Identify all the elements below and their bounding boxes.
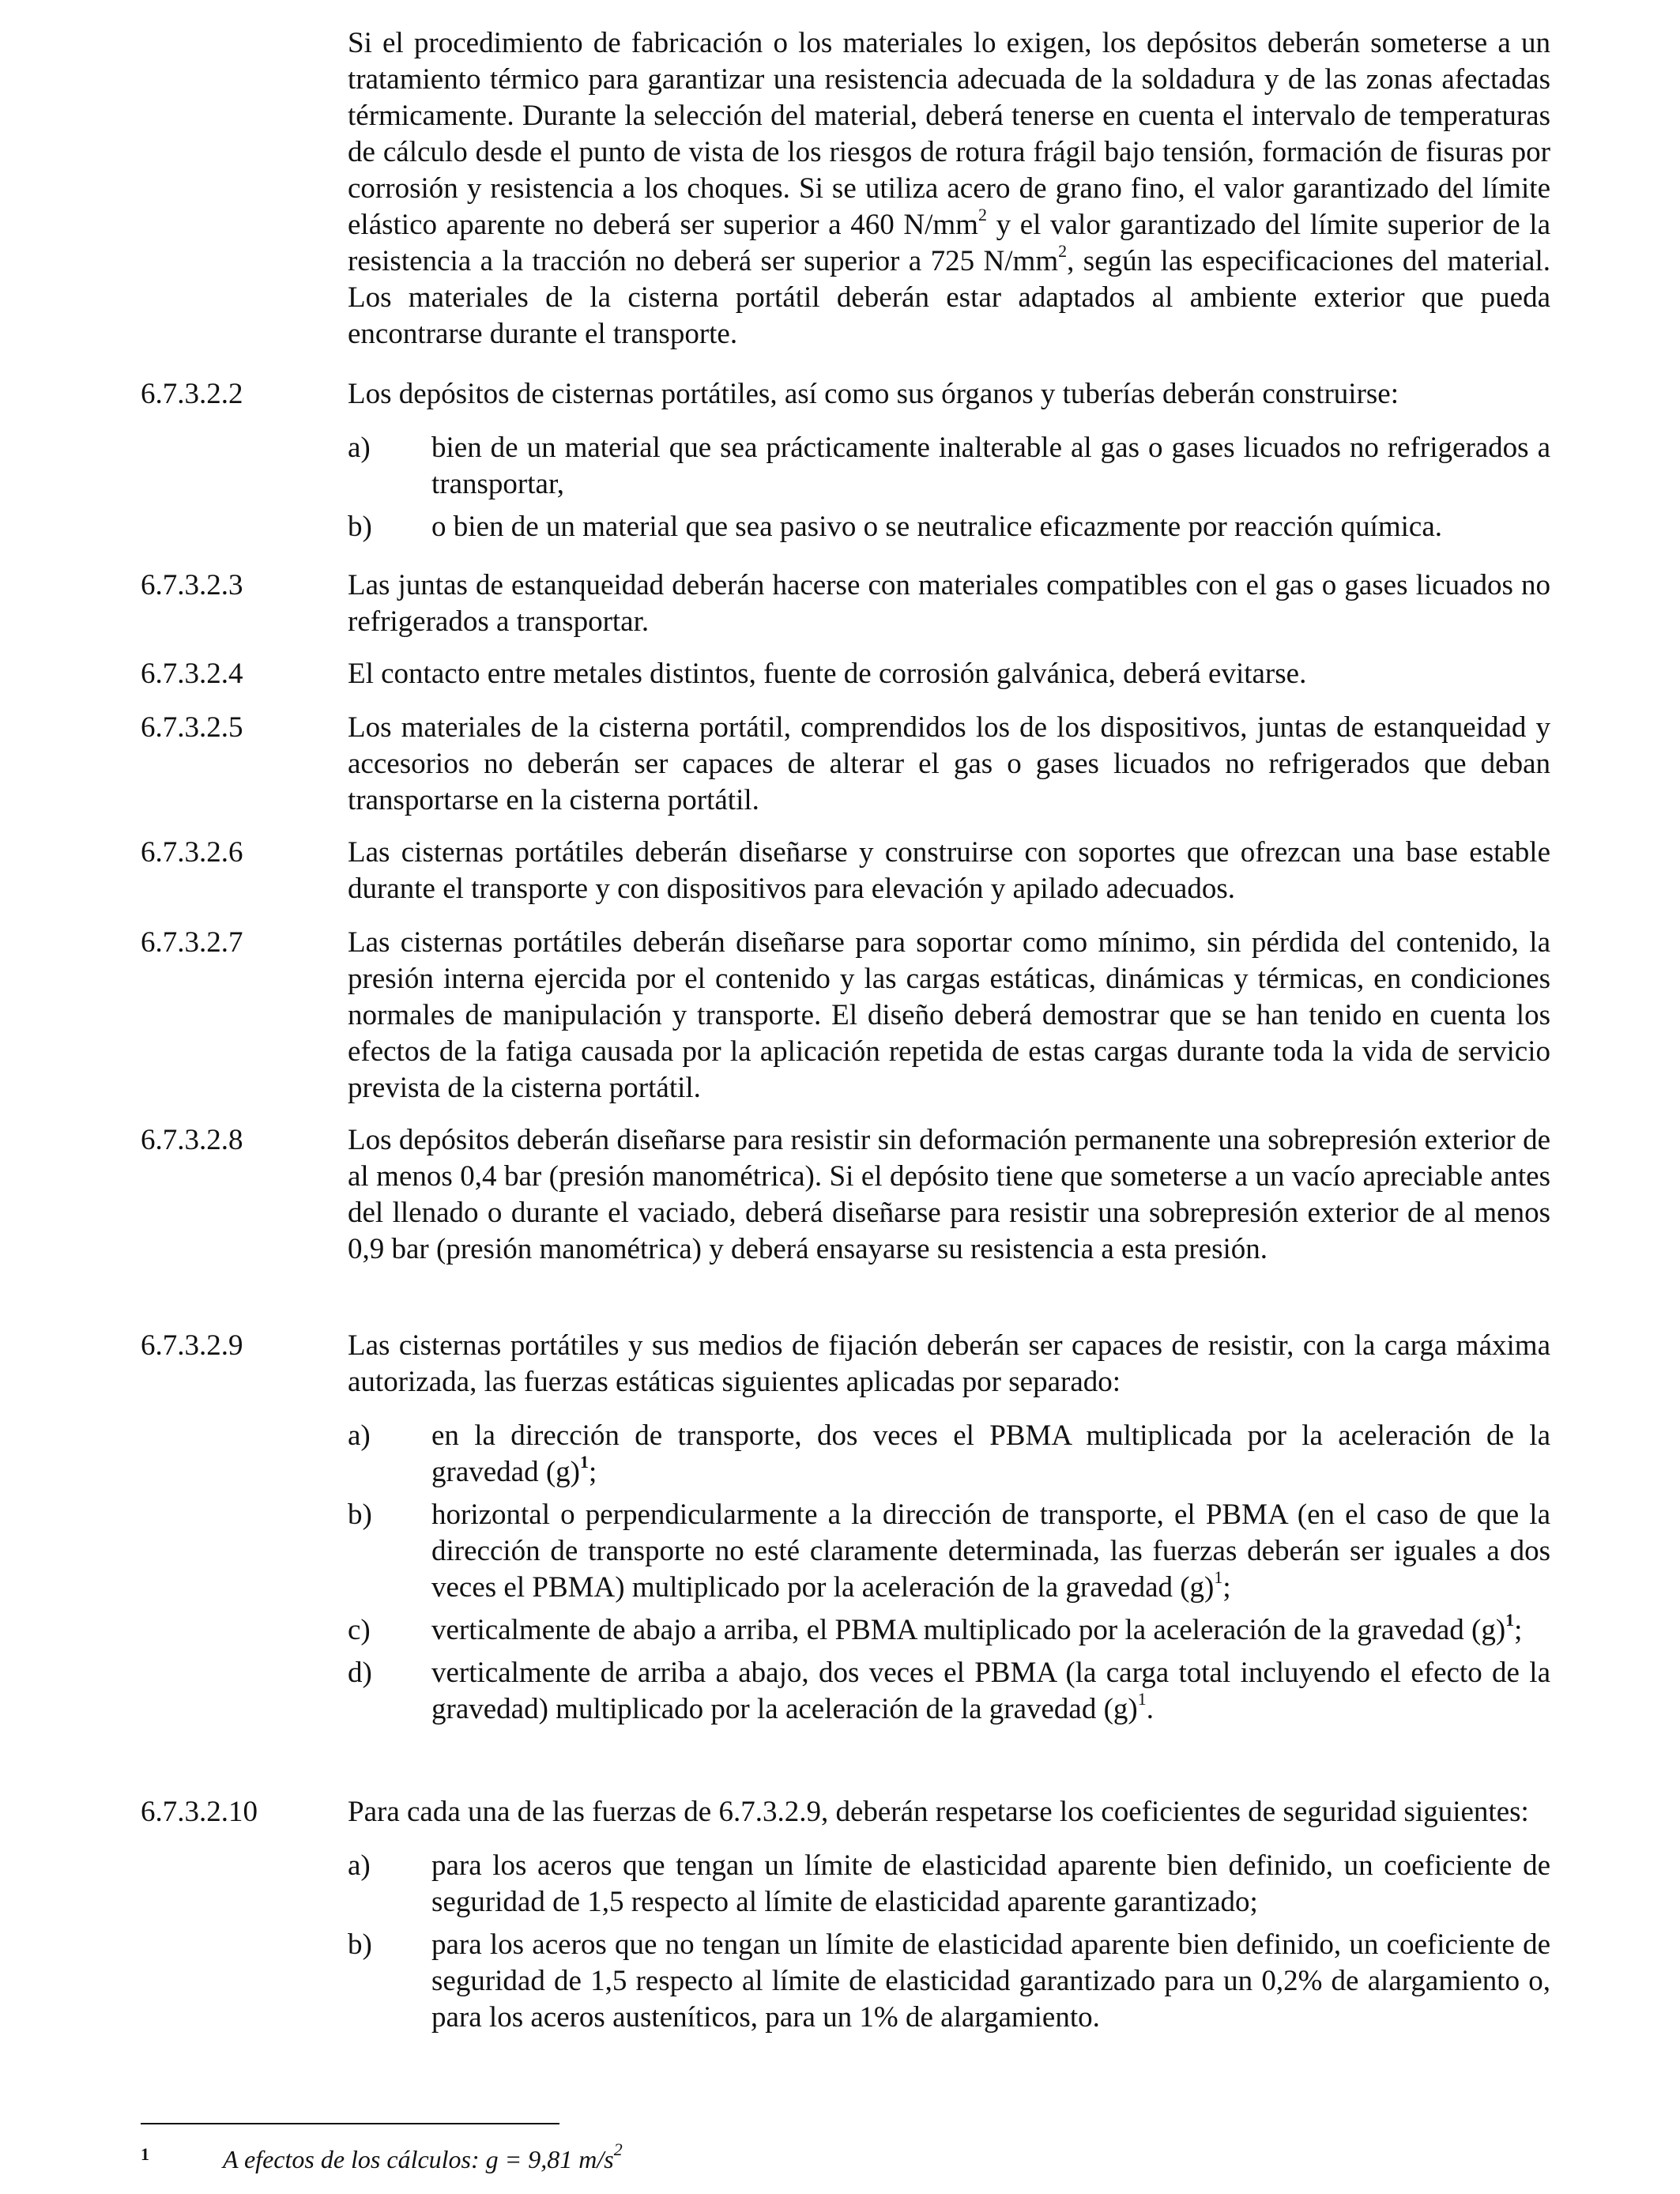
superscript: 2	[613, 2139, 623, 2160]
list-item-label: d)	[348, 1657, 372, 1689]
footnote-reference: 1	[579, 1451, 589, 1472]
footnote-reference: 1	[1214, 1566, 1223, 1587]
superscript: 2	[1058, 240, 1068, 261]
section-6-7-3-2-2	[141, 376, 1550, 545]
section-number: 6.7.3.2.8	[141, 1124, 243, 1156]
section-number: 6.7.3.2.10	[141, 1796, 258, 1828]
list-item	[348, 1927, 1550, 2036]
punctuation: ;	[1222, 1571, 1231, 1604]
section-text: Los materiales de la cisterna portátil, comprendidos los de los dispositivos, juntas de estanqueidad y accesorios no deberán ser capaces de alterar el gas o gases licuados no refrigerados que deban transportarse en la cisterna portátil.	[348, 711, 1550, 816]
list-item-label: b)	[348, 1498, 372, 1531]
list-item-label: b)	[348, 511, 372, 543]
list-item-text	[431, 1418, 1550, 1491]
list-item-body: en la dirección de transporte, dos veces el PBMA multiplicada por la aceleración de la gravedad (g)	[431, 1419, 1550, 1488]
section-number: 6.7.3.2.2	[141, 378, 243, 410]
section-number: 6.7.3.2.7	[141, 926, 243, 959]
footnote-number: 1	[141, 2144, 149, 2164]
footnote	[141, 2139, 1484, 2175]
section-6-7-3-2-3	[141, 567, 1550, 640]
section-6-7-3-2-8	[141, 1122, 1550, 1268]
list-item-body: verticalmente de abajo a arriba, el PBMA multiplicado por la aceleración de la gravedad (g)	[431, 1614, 1506, 1646]
list-item-label: b)	[348, 1928, 372, 1961]
section-6-7-3-2-4	[141, 656, 1550, 692]
section-text: Las juntas de estanqueidad deberán hacerse con materiales compatibles con el gas o gases licuados no refrigerados a transportar.	[348, 569, 1550, 638]
footnote-body: A efectos de los cálculos: g = 9,81 m/s	[223, 2145, 614, 2173]
list-item-text	[431, 1497, 1550, 1606]
section-text: Los depósitos de cisternas portátiles, así como sus órganos y tuberías deberán construirse:	[348, 378, 1399, 410]
list-item-label: a)	[348, 432, 371, 464]
section-number: 6.7.3.2.9	[141, 1329, 243, 1362]
intro-text-part: Si el procedimiento de fabricación o los materiales lo exigen, los depósitos deberán someterse a un tratamiento térmico para garantizar una resistencia adecuada de la soldadura y de las zonas afectadas térmicamente. Durante la selección del material, deberá tenerse en cuenta el intervalo de temperaturas de cálculo desde el punto de vista de los riesgos de rotura frágil bajo tensión, formación de fisuras por corrosión y resistencia a los choques. Si se utiliza acero de grano fino, el valor garantizado del límite elástico aparente no deberá ser superior a 460 N/mm	[348, 27, 1550, 241]
list-item-text	[431, 1609, 1550, 1649]
punctuation: ;	[588, 1456, 597, 1488]
punctuation: .	[1146, 1693, 1154, 1725]
list-item	[348, 430, 1550, 503]
section-text: Las cisternas portátiles y sus medios de fijación deberán ser capaces de resistir, con la carga máxima autorizada, las fuerzas estáticas siguientes aplicadas por separado:	[348, 1329, 1550, 1398]
intro-text-part: , según las especificaciones del material. Los materiales de la cisterna portátil deberán estar adaptados al ambiente exterior que pueda encontrarse durante el transporte.	[348, 245, 1550, 350]
list-item-label: a)	[348, 1849, 371, 1882]
list-item	[348, 1497, 1550, 1606]
section-text: Las cisternas portátiles deberán diseñarse y construirse con soportes que ofrezcan una base estable durante el transporte y con dispositivos para elevación y apilado adecuados.	[348, 836, 1550, 905]
list-item	[348, 1609, 1550, 1649]
footnote-reference: 1	[1137, 1688, 1147, 1709]
footnote-text	[223, 2139, 1484, 2175]
section-6-7-3-2-7	[141, 925, 1550, 1106]
list-item-label: a)	[348, 1419, 371, 1452]
list-item-text: bien de un material que sea prácticamente inalterable al gas o gases licuados no refrigerados a transportar,	[431, 432, 1550, 500]
section-text: El contacto entre metales distintos, fuente de corrosión galvánica, deberá evitarse.	[348, 658, 1307, 690]
list-item-text	[431, 1655, 1550, 1728]
footnote-separator	[141, 2123, 559, 2124]
list-item	[348, 1418, 1550, 1491]
list-item-body: horizontal o perpendicularmente a la dirección de transporte, el PBMA (en el caso de que la dirección de transporte no esté claramente determinada, las fuerzas deberán ser iguales a dos veces el PBMA) multiplicado por la aceleración de la gravedad (g)	[431, 1498, 1550, 1604]
section-number: 6.7.3.2.3	[141, 569, 243, 601]
list-item	[348, 1848, 1550, 1921]
section-text: Para cada una de las fuerzas de 6.7.3.2.9, deberán respetarse los coeficientes de seguridad siguientes:	[348, 1796, 1529, 1828]
list-item-text: para los aceros que tengan un límite de elasticidad aparente bien definido, un coeficiente de seguridad de 1,5 respecto al límite de elasticidad aparente garantizado;	[431, 1849, 1550, 1918]
section-text: Los depósitos deberán diseñarse para resistir sin deformación permanente una sobrepresión exterior de al menos 0,4 bar (presión manométrica). Si el depósito tiene que someterse a un vacío apreciable antes del llenado o durante el vaciado, deberá diseñarse para resistir una sobrepresión exterior de al menos 0,9 bar (presión manométrica) y deberá ensayarse su resistencia a esta presión.	[348, 1124, 1550, 1265]
section-6-7-3-2-5	[141, 710, 1550, 819]
punctuation: ;	[1514, 1614, 1523, 1646]
section-text: Las cisternas portátiles deberán diseñarse para soportar como mínimo, sin pérdida del contenido, la presión interna ejercida por el contenido y las cargas estáticas, dinámicas y térmicas, en condiciones normales de manipulación y transporte. El diseño deberá demostrar que se han tenido en cuenta los efectos de la fatiga causada por la aplicación repetida de estas cargas durante toda la vida de servicio prevista de la cisterna portátil.	[348, 926, 1550, 1104]
section-number: 6.7.3.2.5	[141, 711, 243, 744]
intro-text-part: y el valor garantizado del límite superior de la resistencia a la tracción no deberá ser superior a 725 N/mm	[348, 209, 1550, 277]
section-6-7-3-2-6	[141, 835, 1550, 907]
footnote-reference: 1	[1505, 1609, 1515, 1630]
section-number: 6.7.3.2.4	[141, 658, 243, 690]
list-item	[348, 509, 1550, 545]
list-item-text: para los aceros que no tengan un límite de elasticidad aparente bien definido, un coeficiente de seguridad de 1,5 respecto al límite de elasticidad garantizado para un 0,2% de alargamiento o, para los aceros austeníticos, para un 1% de alargamiento.	[431, 1928, 1550, 2034]
intro-paragraph	[348, 25, 1550, 352]
list-item-text: o bien de un material que sea pasivo o se neutralice eficazmente por reacción química.	[431, 511, 1443, 543]
section-6-7-3-2-9	[141, 1328, 1550, 1728]
list-item-label: c)	[348, 1614, 371, 1646]
section-6-7-3-2-10	[141, 1794, 1550, 2036]
list-item	[348, 1655, 1550, 1728]
list-item-body: verticalmente de arriba a abajo, dos veces el PBMA (la carga total incluyendo el efecto de la gravedad) multiplicado por la aceleración de la gravedad (g)	[431, 1657, 1550, 1725]
section-number: 6.7.3.2.6	[141, 836, 243, 869]
superscript: 2	[977, 204, 987, 224]
